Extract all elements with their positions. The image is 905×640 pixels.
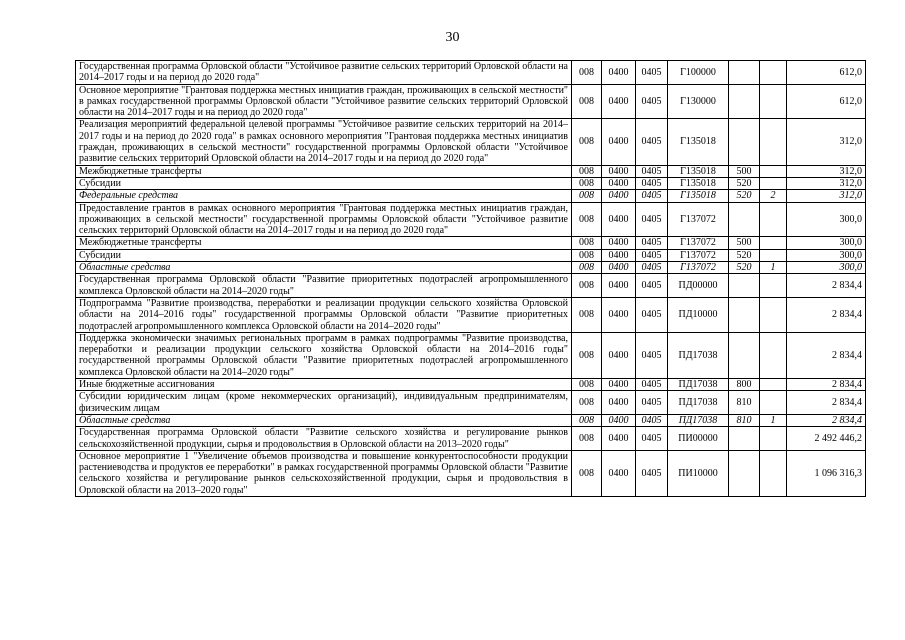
row-pr-cell: 0405	[636, 237, 668, 249]
row-sum-cell: 2 834,4	[787, 274, 866, 298]
row-csr-cell: Г100000	[668, 61, 729, 85]
row-ved-cell: 008	[572, 262, 602, 274]
table-row	[76, 297, 866, 332]
row-name-cell: Областные средства	[76, 262, 572, 274]
table-row	[76, 202, 866, 237]
row-csr-cell: Г137072	[668, 262, 729, 274]
table-row	[76, 379, 866, 391]
row-rz-cell: 0400	[602, 450, 636, 496]
row-csr-cell: ПД10000	[668, 297, 729, 332]
row-vr-cell: 810	[729, 391, 760, 415]
row-sum-cell: 612,0	[787, 61, 866, 85]
row-source-cell	[760, 177, 787, 189]
row-pr-cell: 0405	[636, 427, 668, 451]
row-ved-cell: 008	[572, 297, 602, 332]
row-source-cell	[760, 237, 787, 249]
row-vr-cell	[729, 84, 760, 119]
row-source-cell	[760, 274, 787, 298]
row-rz-cell: 0400	[602, 379, 636, 391]
row-pr-cell: 0405	[636, 332, 668, 378]
row-sum-cell: 312,0	[787, 165, 866, 177]
row-csr-cell: ПД00000	[668, 274, 729, 298]
table-row	[76, 190, 866, 202]
row-pr-cell: 0405	[636, 202, 668, 237]
row-sum-cell: 300,0	[787, 262, 866, 274]
row-csr-cell: ПД17038	[668, 379, 729, 391]
table-row	[76, 262, 866, 274]
row-vr-cell: 810	[729, 414, 760, 426]
row-name-cell: Государственная программа Орловской области "Развитие приоритетных подотраслей агропромышленного комплекса Орловской области на 2014–2020 годы"	[76, 274, 572, 298]
row-name-cell: Поддержка экономически значимых региональных программ в рамках подпрограммы "Развитие производства, переработки и реализации продукции сельского хозяйства Орловской области на 2014–2016 годы" государственной программы Орловской области "Развитие приоритетных подотраслей агропромышленного комплекса Орловской области на 2014–2020 годы"	[76, 332, 572, 378]
row-vr-cell: 500	[729, 237, 760, 249]
table-row	[76, 61, 866, 85]
table-row	[76, 119, 866, 165]
row-ved-cell: 008	[572, 237, 602, 249]
row-ved-cell: 008	[572, 202, 602, 237]
row-sum-cell: 612,0	[787, 84, 866, 119]
row-rz-cell: 0400	[602, 165, 636, 177]
row-source-cell	[760, 202, 787, 237]
row-source-cell	[760, 119, 787, 165]
table-row	[76, 165, 866, 177]
row-rz-cell: 0400	[602, 249, 636, 261]
row-sum-cell: 1 096 316,3	[787, 450, 866, 496]
table-row	[76, 332, 866, 378]
row-name-cell: Предоставление грантов в рамках основного мероприятия "Грантовая поддержка местных инициатив граждан, проживающих в сельской местности" государственной программы Орловской области "Устойчивое развитие сельских территорий Орловской области на 2014–2017 годы и на период до 2020 года"	[76, 202, 572, 237]
row-pr-cell: 0405	[636, 450, 668, 496]
row-csr-cell: Г135018	[668, 165, 729, 177]
table-row	[76, 274, 866, 298]
row-name-cell: Государственная программа Орловской области "Развитие сельского хозяйства и регулирование рынков сельскохозяйственной продукции, сырья и продовольствия в Орловской области на 2013–2020 годы"	[76, 427, 572, 451]
row-ved-cell: 008	[572, 165, 602, 177]
row-rz-cell: 0400	[602, 190, 636, 202]
row-source-cell	[760, 391, 787, 415]
row-sum-cell: 2 492 446,2	[787, 427, 866, 451]
row-sum-cell: 2 834,4	[787, 379, 866, 391]
row-rz-cell: 0400	[602, 414, 636, 426]
row-vr-cell	[729, 427, 760, 451]
table-row	[76, 391, 866, 415]
row-name-cell: Государственная программа Орловской области "Устойчивое развитие сельских территорий Орловской области на 2014–2017 годы и на период до 2020 года"	[76, 61, 572, 85]
row-ved-cell: 008	[572, 414, 602, 426]
row-pr-cell: 0405	[636, 119, 668, 165]
row-csr-cell: Г135018	[668, 190, 729, 202]
row-rz-cell: 0400	[602, 391, 636, 415]
row-source-cell	[760, 427, 787, 451]
row-source-cell	[760, 297, 787, 332]
row-csr-cell: Г137072	[668, 202, 729, 237]
row-name-cell: Субсидии юридическим лицам (кроме некоммерческих организаций), индивидуальным предпринимателям, физическим лицам	[76, 391, 572, 415]
row-ved-cell: 008	[572, 119, 602, 165]
table-row	[76, 249, 866, 261]
row-rz-cell: 0400	[602, 262, 636, 274]
row-name-cell: Субсидии	[76, 177, 572, 189]
row-rz-cell: 0400	[602, 119, 636, 165]
row-source-cell	[760, 249, 787, 261]
row-name-cell: Субсидии	[76, 249, 572, 261]
row-vr-cell: 520	[729, 262, 760, 274]
row-rz-cell: 0400	[602, 274, 636, 298]
row-source-cell: 1	[760, 262, 787, 274]
row-rz-cell: 0400	[602, 84, 636, 119]
table-row	[76, 84, 866, 119]
row-ved-cell: 008	[572, 332, 602, 378]
row-pr-cell: 0405	[636, 84, 668, 119]
row-rz-cell: 0400	[602, 332, 636, 378]
row-rz-cell: 0400	[602, 427, 636, 451]
row-csr-cell: ПИ00000	[668, 427, 729, 451]
table-row	[76, 414, 866, 426]
row-vr-cell	[729, 202, 760, 237]
row-sum-cell: 312,0	[787, 190, 866, 202]
row-vr-cell	[729, 450, 760, 496]
row-pr-cell: 0405	[636, 190, 668, 202]
budget-table	[75, 60, 866, 497]
row-name-cell: Иные бюджетные ассигнования	[76, 379, 572, 391]
row-rz-cell: 0400	[602, 297, 636, 332]
row-rz-cell: 0400	[602, 61, 636, 85]
row-vr-cell	[729, 61, 760, 85]
row-vr-cell: 520	[729, 249, 760, 261]
row-pr-cell: 0405	[636, 274, 668, 298]
row-name-cell: Реализация мероприятий федеральной целевой программы "Устойчивое развитие сельских территорий на 2014–2017 годы и на период до 2020 года" в рамках основного мероприятия "Грантовая поддержка местных инициатив граждан, проживающих в сельской местности" государственной программы Орловской области "Устойчивое развитие сельских территорий Орловской области на 2014–2017 годы и на период до 2020 года"	[76, 119, 572, 165]
row-source-cell	[760, 165, 787, 177]
row-vr-cell: 500	[729, 165, 760, 177]
row-name-cell: Основное мероприятие 1 "Увеличение объемов производства и повышение конкурентоспособности продукции растениеводства и продуктов ее переработки" в рамках государственной программы Орловской области "Развитие сельского хозяйства и регулирование рынков сельскохозяйственной продукции, сырья и продовольствия в Орловской области на 2013–2020 годы"	[76, 450, 572, 496]
row-ved-cell: 008	[572, 450, 602, 496]
row-ved-cell: 008	[572, 84, 602, 119]
row-vr-cell: 520	[729, 190, 760, 202]
row-ved-cell: 008	[572, 391, 602, 415]
row-name-cell: Федеральные средства	[76, 190, 572, 202]
row-csr-cell: ПД17038	[668, 332, 729, 378]
row-csr-cell: Г130000	[668, 84, 729, 119]
row-sum-cell: 312,0	[787, 119, 866, 165]
row-sum-cell: 2 834,4	[787, 391, 866, 415]
row-source-cell: 1	[760, 414, 787, 426]
row-vr-cell	[729, 297, 760, 332]
row-rz-cell: 0400	[602, 177, 636, 189]
row-pr-cell: 0405	[636, 297, 668, 332]
row-csr-cell: Г137072	[668, 249, 729, 261]
row-ved-cell: 008	[572, 249, 602, 261]
row-vr-cell	[729, 332, 760, 378]
row-sum-cell: 2 834,4	[787, 297, 866, 332]
row-ved-cell: 008	[572, 190, 602, 202]
row-csr-cell: Г135018	[668, 119, 729, 165]
row-ved-cell: 008	[572, 274, 602, 298]
row-ved-cell: 008	[572, 61, 602, 85]
row-ved-cell: 008	[572, 427, 602, 451]
row-sum-cell: 2 834,4	[787, 414, 866, 426]
row-pr-cell: 0405	[636, 249, 668, 261]
row-name-cell: Областные средства	[76, 414, 572, 426]
row-pr-cell: 0405	[636, 379, 668, 391]
row-source-cell: 2	[760, 190, 787, 202]
row-pr-cell: 0405	[636, 165, 668, 177]
row-source-cell	[760, 450, 787, 496]
row-pr-cell: 0405	[636, 391, 668, 415]
row-source-cell	[760, 379, 787, 391]
row-name-cell: Межбюджетные трансферты	[76, 165, 572, 177]
row-rz-cell: 0400	[602, 202, 636, 237]
row-csr-cell: ПД17038	[668, 391, 729, 415]
row-source-cell	[760, 84, 787, 119]
row-name-cell: Подпрограмма "Развитие производства, переработки и реализации продукции сельского хозяйства Орловской области на 2014–2016 годы" государственной программы Орловской области "Развитие приоритетных подотраслей агропромышленного комплекса Орловской области на 2014–2020 годы"	[76, 297, 572, 332]
row-vr-cell	[729, 274, 760, 298]
row-sum-cell: 2 834,4	[787, 332, 866, 378]
row-csr-cell: ПД17038	[668, 414, 729, 426]
row-source-cell	[760, 332, 787, 378]
row-vr-cell	[729, 119, 760, 165]
row-csr-cell: Г135018	[668, 177, 729, 189]
table-row	[76, 237, 866, 249]
row-sum-cell: 300,0	[787, 249, 866, 261]
row-pr-cell: 0405	[636, 414, 668, 426]
page-number: 30	[445, 30, 460, 45]
row-vr-cell: 800	[729, 379, 760, 391]
row-name-cell: Межбюджетные трансферты	[76, 237, 572, 249]
row-pr-cell: 0405	[636, 262, 668, 274]
table-row	[76, 427, 866, 451]
row-csr-cell: Г137072	[668, 237, 729, 249]
row-sum-cell: 300,0	[787, 202, 866, 237]
row-csr-cell: ПИ10000	[668, 450, 729, 496]
row-rz-cell: 0400	[602, 237, 636, 249]
table-row	[76, 177, 866, 189]
row-source-cell	[760, 61, 787, 85]
row-pr-cell: 0405	[636, 61, 668, 85]
row-sum-cell: 312,0	[787, 177, 866, 189]
table-row	[76, 450, 866, 496]
row-sum-cell: 300,0	[787, 237, 866, 249]
budget-table-body	[76, 61, 866, 497]
row-name-cell: Основное мероприятие "Грантовая поддержка местных инициатив граждан, проживающих в сельской местности" в рамках государственной программы Орловской области "Устойчивое развитие сельских территорий Орловской области на 2014–2017 годы и на период до 2020 года"	[76, 84, 572, 119]
row-ved-cell: 008	[572, 177, 602, 189]
row-vr-cell: 520	[729, 177, 760, 189]
row-ved-cell: 008	[572, 379, 602, 391]
row-pr-cell: 0405	[636, 177, 668, 189]
